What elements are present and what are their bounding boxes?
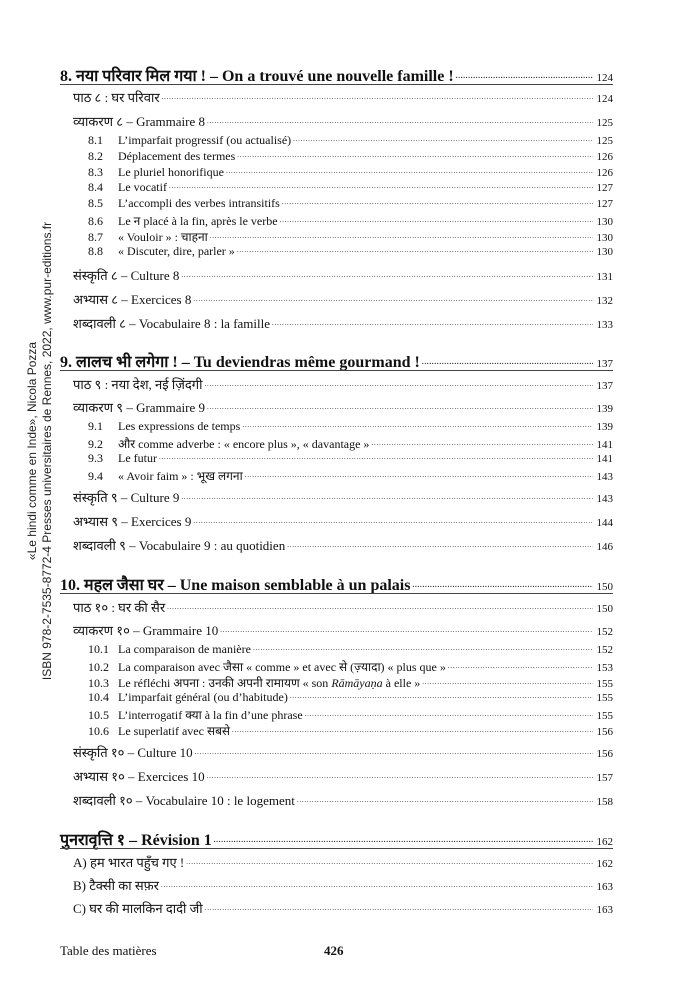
chapter-9-heading[interactable]: 9. लालच भी लगेगा ! – Tu deviendras même gourmand ! . . . 137 <box>60 350 613 372</box>
divider <box>60 84 613 85</box>
subsection-8-3[interactable]: 8.3 Le pluriel honorifique . . . 126 <box>88 165 613 180</box>
divider <box>60 848 613 849</box>
chapter-10-vocabulary[interactable]: शब्दावली १० – Vocabulaire 10 : le logement . . . 158 <box>73 791 613 809</box>
chapter-8-lesson[interactable]: पाठ ८ : घर परिवार . . . 124 <box>73 88 613 106</box>
subsection-8-1[interactable]: 8.1 L’imparfait progressif (ou actualisé) . . . 125 <box>88 133 613 148</box>
subsection-9-4[interactable]: 9.4 « Avoir faim » : भूख लगना . . . 143 <box>88 467 613 484</box>
divider <box>60 370 613 371</box>
chapter-8-grammar[interactable]: व्याकरण ८ – Grammaire 8 . . . 125 <box>73 112 613 130</box>
chapter-8-culture[interactable]: संस्कृति ८ – Culture 8 . . . 131 <box>73 266 613 284</box>
subsection-8-7[interactable]: 8.7 « Vouloir » : चाहना . . . 130 <box>88 228 613 245</box>
chapter-10-grammar[interactable]: व्याकरण १० – Grammaire 10 . . . 152 <box>73 621 613 639</box>
page-number: 426 <box>324 943 344 958</box>
revision-item-a[interactable]: A) हम भारत पहुँच गए ! . . . 162 <box>73 853 613 871</box>
chapter-9-lesson[interactable]: पाठ ९ : नया देश, नई ज़िंदगी . . . 137 <box>73 375 613 393</box>
subsection-8-2[interactable]: 8.2 Déplacement des termes . . . 126 <box>88 149 613 164</box>
sidebar-line-2: ISBN 978-2-7535-8772-4 Presses universitaires de Rennes, 2022, www.pur-editions.fr <box>40 221 54 681</box>
divider <box>60 593 613 594</box>
subsection-8-8[interactable]: 8.8 « Discuter, dire, parler » . . . 130 <box>88 244 613 259</box>
revision-item-c[interactable]: C) घर की मालकिन दादी जी . . . 163 <box>73 899 613 917</box>
running-footer-title: Table des matières <box>60 943 157 958</box>
chapter-9-grammar[interactable]: व्याकरण ९ – Grammaire 9 . . . 139 <box>73 398 613 416</box>
subsection-10-1[interactable]: 10.1 La comparaison de manière . . . 152 <box>88 642 613 657</box>
subsection-9-1[interactable]: 9.1 Les expressions de temps . . . 139 <box>88 419 613 434</box>
subsection-8-6[interactable]: 8.6 Le न placé à la fin, après le verbe . . . 130 <box>88 212 613 229</box>
chapter-8-exercises[interactable]: अभ्यास ८ – Exercices 8 . . . 132 <box>73 290 613 308</box>
revision-item-b[interactable]: B) टैक्सी का सफ़र . . . 163 <box>73 876 613 894</box>
subsection-10-6[interactable]: 10.6 Le superlatif avec सबसे . . . 156 <box>88 722 613 739</box>
chapter-10-exercises[interactable]: अभ्यास १० – Exercices 10 . . . 157 <box>73 767 613 785</box>
chapter-8-vocabulary[interactable]: शब्दावली ८ – Vocabulaire 8 : la famille . . . 133 <box>73 314 613 332</box>
subsection-10-3[interactable]: 10.3 Le réfléchi अपना : उनकी अपनी रामायण « son Rāmāyaṇa à elle » . . . 155 <box>88 674 613 691</box>
chapter-9-exercises[interactable]: अभ्यास ९ – Exercices 9 . . . 144 <box>73 512 613 530</box>
subsection-10-5[interactable]: 10.5 L’interrogatif क्या à la fin d’une phrase . . . 155 <box>88 706 613 723</box>
subsection-9-2[interactable]: 9.2 और comme adverbe : « encore plus », « davantage » . . . 141 <box>88 435 613 452</box>
chapter-10-heading[interactable]: 10. महल जैसा घर – Une maison semblable à un palais . . . 150 <box>60 573 613 595</box>
chapter-9-vocabulary[interactable]: शब्दावली ९ – Vocabulaire 9 : au quotidien . . . 146 <box>73 536 613 554</box>
chapter-8-heading[interactable]: 8. नया परिवार मिल गया ! – On a trouvé une nouvelle famille ! . . . 124 <box>60 64 613 86</box>
subsection-8-5[interactable]: 8.5 L’accompli des verbes intransitifs . . . 127 <box>88 196 613 211</box>
chapter-10-lesson[interactable]: पाठ १० : घर की सैर . . . 150 <box>73 598 613 616</box>
subsection-10-4[interactable]: 10.4 L’imparfait général (ou d’habitude) . . . 155 <box>88 690 613 705</box>
subsection-9-3[interactable]: 9.3 Le futur . . . 141 <box>88 451 613 466</box>
subsection-8-4[interactable]: 8.4 Le vocatif . . . 127 <box>88 180 613 195</box>
subsection-10-2[interactable]: 10.2 La comparaison avec जैसा « comme » et avec से (ज़्यादा) « plus que » . . . 153 <box>88 658 613 675</box>
chapter-10-culture[interactable]: संस्कृति १० – Culture 10 . . . 156 <box>73 743 613 761</box>
chapter-9-culture[interactable]: संस्कृति ९ – Culture 9 . . . 143 <box>73 488 613 506</box>
sidebar-line-1: «Le hindi comme en Inde», Nicola Pozza <box>25 341 39 561</box>
revision-1-heading[interactable]: पुनरावृत्ति १ – Révision 1 . . . 162 <box>60 828 613 850</box>
